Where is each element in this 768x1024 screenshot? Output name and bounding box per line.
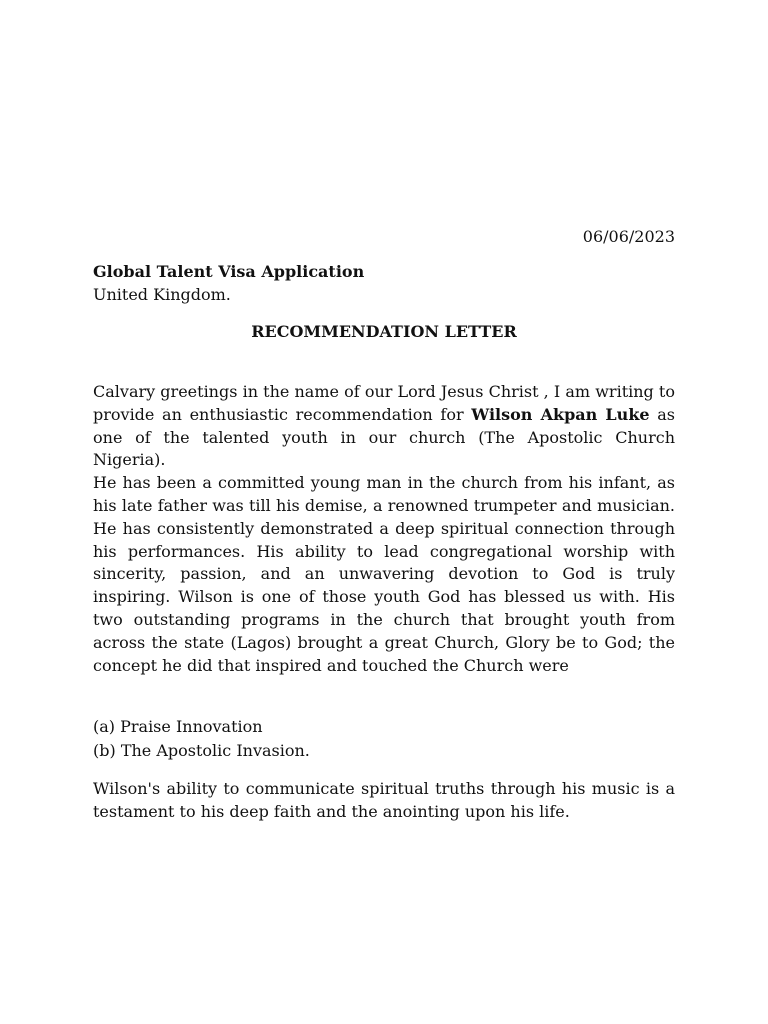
letter-body xyxy=(93,381,675,677)
program-list xyxy=(93,716,675,764)
recipient-title: Global Talent Visa Application xyxy=(93,262,365,281)
letter-date: 06/06/2023 xyxy=(582,227,675,246)
recipient-block xyxy=(93,261,675,307)
letter-heading: RECOMMENDATION LETTER xyxy=(251,322,517,341)
intro-text-before: Calvary greetings in the name of our Lord Jesus Christ , I am writing to provide an enthusiastic recommendation for xyxy=(93,382,675,424)
list-item: (b) The Apostolic Invasion. xyxy=(93,740,310,760)
intro-text-after: as one of the talented youth in our church (The Apostolic Church Nigeria). xyxy=(93,404,675,470)
paragraph-closing: Wilson's ability to communicate spiritual truths through his music is a testament to his deep faith and the anointing upon his life. xyxy=(93,779,675,821)
list-item: (a) Praise Innovation xyxy=(93,717,263,736)
letter-closing xyxy=(93,778,675,824)
recipient-country: United Kingdom. xyxy=(93,284,231,304)
candidate-name: Wilson Akpan Luke xyxy=(471,404,650,424)
paragraph-introduction xyxy=(93,381,675,472)
paragraph-background: He has been a committed young man in the church from his infant, as his late father was till his demise, a renowned trumpeter and musician. He has consistently demonstrated a deep spiritual connection through his performances. His ability to lead congregational worship with sincerity, passion, and an unwavering devotion to God is truly inspiring. Wilson is one of those youth God has blessed us with. His two outstanding programs in the church that brought youth from across the state (Lagos) brought a great Church, Glory be to God; the concept he did that inspired and touched the Church were xyxy=(93,473,675,675)
